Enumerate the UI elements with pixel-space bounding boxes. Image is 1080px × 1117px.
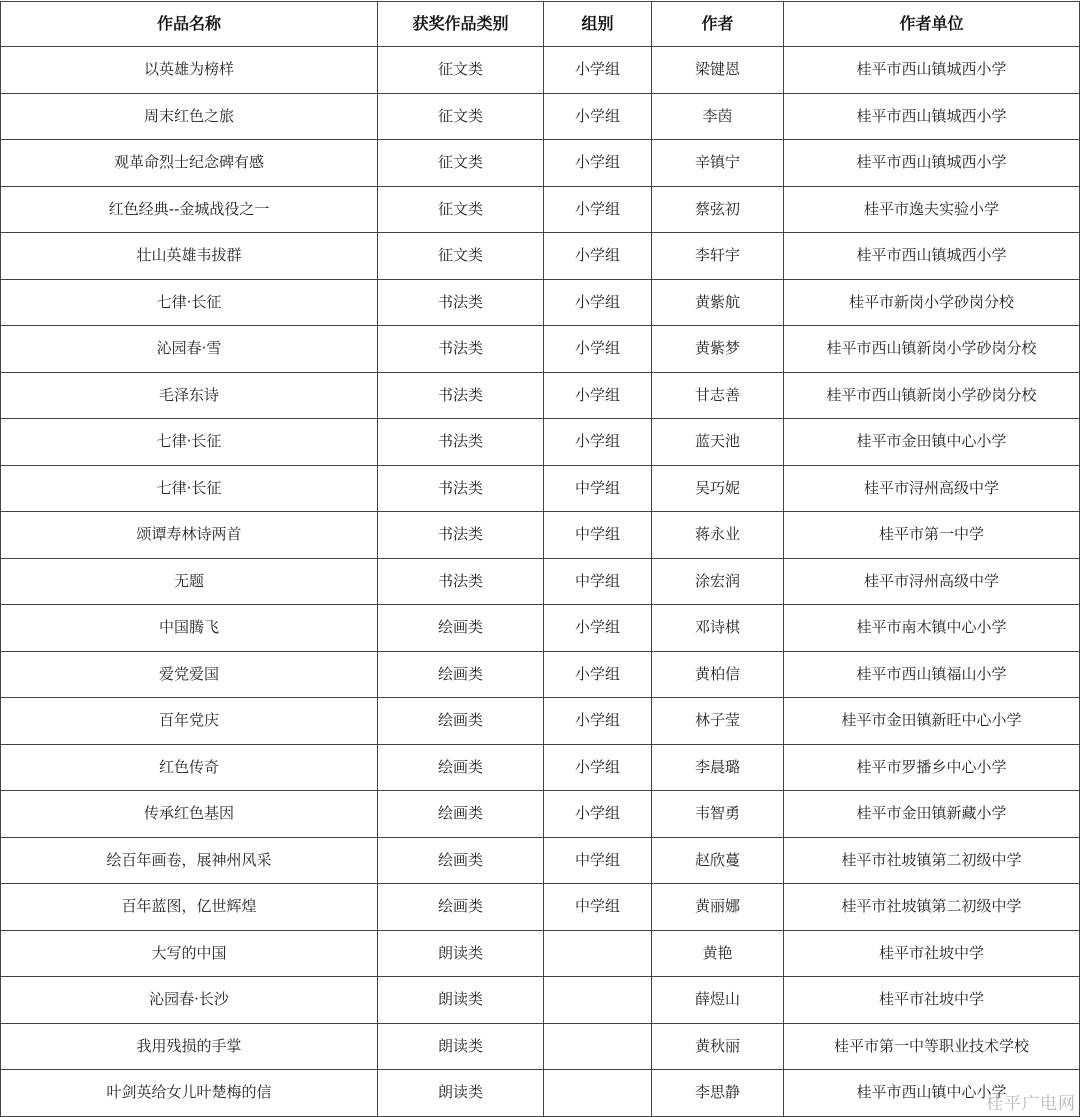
cell-award-category: 朗读类 [378,930,544,977]
cell-author: 赵欣蔓 [652,837,784,884]
table-row [1,372,1080,419]
table-row [1,140,1080,187]
header-group: 组别 [544,2,652,47]
cell-author-unit: 桂平市第一中等职业技术学校 [784,1023,1080,1070]
cell-author: 黄紫梦 [652,326,784,373]
cell-award-category: 绘画类 [378,744,544,791]
table-row [1,465,1080,512]
cell-group [544,977,652,1024]
cell-work-title: 颂谭寿林诗两首 [1,512,378,559]
cell-award-category: 绘画类 [378,605,544,652]
cell-author: 李晨璐 [652,744,784,791]
cell-award-category: 朗读类 [378,1070,544,1117]
cell-award-category: 征文类 [378,233,544,280]
table-body [1,47,1080,1117]
cell-author-unit: 桂平市金田镇中心小学 [784,419,1080,466]
cell-author: 辛镇宁 [652,140,784,187]
table-row [1,558,1080,605]
cell-author-unit: 桂平市西山镇城西小学 [784,233,1080,280]
cell-group: 小学组 [544,744,652,791]
cell-group: 小学组 [544,698,652,745]
table-row [1,233,1080,280]
cell-award-category: 绘画类 [378,651,544,698]
cell-group: 小学组 [544,140,652,187]
table-row [1,93,1080,140]
cell-author: 涂宏润 [652,558,784,605]
cell-work-title: 中国腾飞 [1,605,378,652]
cell-work-title: 沁园春·雪 [1,326,378,373]
cell-award-category: 书法类 [378,558,544,605]
cell-award-category: 征文类 [378,186,544,233]
cell-award-category: 征文类 [378,140,544,187]
table-row [1,930,1080,977]
table-row [1,651,1080,698]
cell-work-title: 七律·长征 [1,419,378,466]
table-row [1,1070,1080,1117]
header-author-unit: 作者单位 [784,2,1080,47]
cell-author: 黄艳 [652,930,784,977]
cell-group: 小学组 [544,47,652,94]
cell-author: 李轩宇 [652,233,784,280]
cell-group: 中学组 [544,837,652,884]
cell-group: 中学组 [544,558,652,605]
cell-work-title: 红色经典--金城战役之一 [1,186,378,233]
cell-group [544,1023,652,1070]
cell-author-unit: 桂平市西山镇福山小学 [784,651,1080,698]
header-author: 作者 [652,2,784,47]
cell-work-title: 七律·长征 [1,279,378,326]
cell-author-unit: 桂平市社坡中学 [784,930,1080,977]
cell-work-title: 绘百年画卷，展神州风采 [1,837,378,884]
table-row [1,1023,1080,1070]
cell-author-unit: 桂平市南木镇中心小学 [784,605,1080,652]
cell-author: 林子莹 [652,698,784,745]
cell-author: 薛煜山 [652,977,784,1024]
cell-work-title: 传承红色基因 [1,791,378,838]
cell-group: 小学组 [544,326,652,373]
cell-author: 邓诗棋 [652,605,784,652]
cell-award-category: 朗读类 [378,977,544,1024]
cell-author-unit: 桂平市浔州高级中学 [784,465,1080,512]
cell-award-category: 朗读类 [378,1023,544,1070]
cell-group [544,930,652,977]
cell-work-title: 爱党爱国 [1,651,378,698]
cell-author-unit: 桂平市社坡镇第二初级中学 [784,837,1080,884]
cell-award-category: 书法类 [378,512,544,559]
cell-group [544,1070,652,1117]
cell-group: 小学组 [544,651,652,698]
table-row [1,279,1080,326]
cell-group: 中学组 [544,512,652,559]
watermark: 桂平广电网 [986,1094,1076,1114]
cell-author: 蓝天池 [652,419,784,466]
cell-author-unit: 桂平市西山镇新岗小学砂岗分校 [784,372,1080,419]
cell-author: 吴巧妮 [652,465,784,512]
table-row [1,698,1080,745]
cell-author-unit: 桂平市西山镇城西小学 [784,93,1080,140]
table-row [1,326,1080,373]
cell-group: 小学组 [544,605,652,652]
cell-author: 黄紫航 [652,279,784,326]
cell-author: 蒋永业 [652,512,784,559]
cell-award-category: 书法类 [378,465,544,512]
cell-author-unit: 桂平市西山镇新岗小学砂岗分校 [784,326,1080,373]
cell-author: 黄秋丽 [652,1023,784,1070]
cell-author: 梁键恩 [652,47,784,94]
cell-author-unit: 桂平市社坡镇第二初级中学 [784,884,1080,931]
cell-group: 小学组 [544,791,652,838]
table-row [1,512,1080,559]
cell-group: 小学组 [544,186,652,233]
cell-group: 小学组 [544,93,652,140]
cell-author-unit: 桂平市逸夫实验小学 [784,186,1080,233]
cell-award-category: 绘画类 [378,837,544,884]
cell-award-category: 绘画类 [378,791,544,838]
cell-author-unit: 桂平市新岗小学砂岗分校 [784,279,1080,326]
cell-author-unit: 桂平市浔州高级中学 [784,558,1080,605]
table-row [1,605,1080,652]
table-row [1,837,1080,884]
cell-group: 小学组 [544,279,652,326]
cell-work-title: 壮山英雄韦拔群 [1,233,378,280]
cell-author-unit: 桂平市第一中学 [784,512,1080,559]
cell-author: 黄柏信 [652,651,784,698]
header-work-title: 作品名称 [1,2,378,47]
cell-group: 小学组 [544,372,652,419]
cell-group: 中学组 [544,884,652,931]
cell-author-unit: 桂平市社坡中学 [784,977,1080,1024]
table-row [1,186,1080,233]
table-row [1,744,1080,791]
cell-work-title: 百年党庆 [1,698,378,745]
cell-author-unit: 桂平市西山镇城西小学 [784,47,1080,94]
cell-work-title: 百年蓝图，亿世辉煌 [1,884,378,931]
table-header-row [1,2,1080,47]
cell-work-title: 大写的中国 [1,930,378,977]
cell-author-unit: 桂平市西山镇城西小学 [784,140,1080,187]
cell-author-unit: 桂平市金田镇新旺中心小学 [784,698,1080,745]
cell-work-title: 沁园春·长沙 [1,977,378,1024]
cell-author: 甘志善 [652,372,784,419]
cell-award-category: 绘画类 [378,698,544,745]
cell-author-unit: 桂平市西山镇中心小学 [784,1070,1080,1117]
cell-award-category: 书法类 [378,326,544,373]
cell-work-title: 无题 [1,558,378,605]
table-row [1,47,1080,94]
cell-work-title: 七律·长征 [1,465,378,512]
cell-award-category: 征文类 [378,93,544,140]
cell-work-title: 以英雄为榜样 [1,47,378,94]
cell-work-title: 红色传奇 [1,744,378,791]
cell-award-category: 绘画类 [378,884,544,931]
cell-work-title: 叶剑英给女儿叶楚梅的信 [1,1070,378,1117]
cell-award-category: 书法类 [378,372,544,419]
table-row [1,791,1080,838]
awards-table [0,1,1080,1117]
cell-work-title: 我用残损的手掌 [1,1023,378,1070]
cell-group: 中学组 [544,465,652,512]
cell-group: 小学组 [544,233,652,280]
header-award-category: 获奖作品类别 [378,2,544,47]
cell-author: 李茵 [652,93,784,140]
cell-award-category: 征文类 [378,47,544,94]
cell-author-unit: 桂平市金田镇新藏小学 [784,791,1080,838]
cell-author: 黄丽娜 [652,884,784,931]
cell-group: 小学组 [544,419,652,466]
cell-author-unit: 桂平市罗播乡中心小学 [784,744,1080,791]
cell-award-category: 书法类 [378,419,544,466]
table-row [1,884,1080,931]
cell-award-category: 书法类 [378,279,544,326]
table-row [1,419,1080,466]
table-row [1,977,1080,1024]
cell-author: 蔡弦初 [652,186,784,233]
cell-author: 韦智勇 [652,791,784,838]
cell-work-title: 观革命烈士纪念碑有感 [1,140,378,187]
cell-author: 李思静 [652,1070,784,1117]
cell-work-title: 周末红色之旅 [1,93,378,140]
cell-work-title: 毛泽东诗 [1,372,378,419]
